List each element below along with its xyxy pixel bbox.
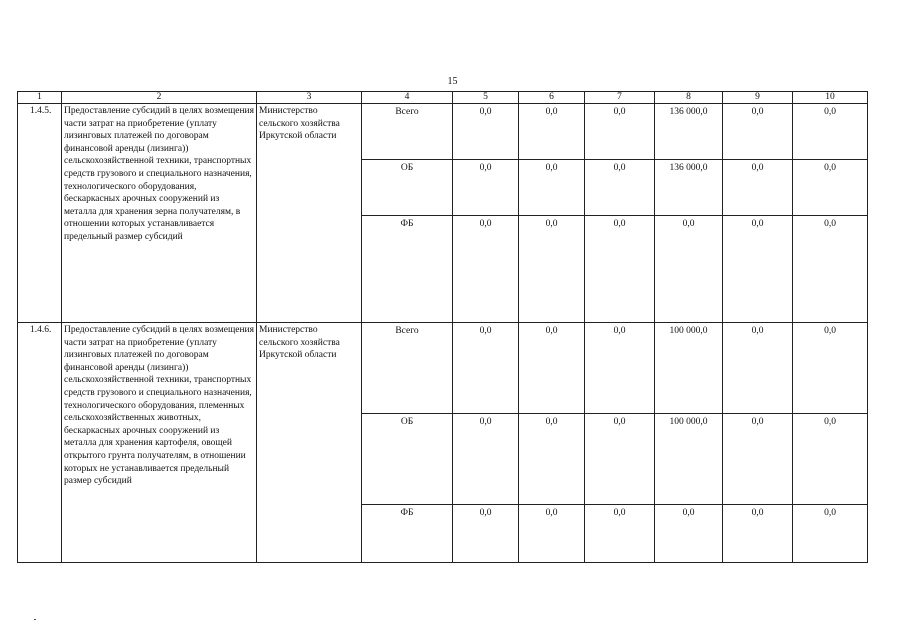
item-name: Предоставление субсидий в целях возмещения части затрат на приобретение (уплату лизинговых платежей по договорам финансовой аренды (лизинга)) сельскохозяйственной техники, транспортных средств грузового и специального назначения, технологического оборудования, племенных сельскохозяйственных животных, бескаркасных арочных сооружений из металла для хранения картофеля, овощей открытого грунта получателям, в отношении которых не устанавливается предельный размер субсидий: [62, 323, 257, 563]
col-header: 8: [655, 92, 723, 104]
col-header: 4: [362, 92, 453, 104]
value-cell: 0,0: [519, 505, 585, 563]
value-cell: 0,0: [585, 414, 655, 505]
value-cell: 0,0: [723, 216, 793, 323]
col-header: 3: [257, 92, 362, 104]
budget-table: [17, 91, 868, 563]
value-cell: 0,0: [519, 160, 585, 216]
value-cell: 0,0: [723, 160, 793, 216]
value-cell: 0,0: [723, 505, 793, 563]
value-cell: 0,0: [519, 323, 585, 414]
value-cell: 0,0: [519, 414, 585, 505]
value-cell: 0,0: [585, 216, 655, 323]
col-header: 7: [585, 92, 655, 104]
value-cell: 0,0: [793, 216, 868, 323]
value-cell: 0,0: [453, 505, 519, 563]
item-number: 1.4.6.: [18, 323, 62, 563]
header-row: [18, 92, 868, 104]
funding-source: ФБ: [362, 505, 453, 563]
value-cell: 0,0: [453, 160, 519, 216]
col-header: 10: [793, 92, 868, 104]
value-cell: 0,0: [453, 104, 519, 160]
page-number: 15: [447, 76, 458, 87]
table-row: [18, 104, 868, 160]
value-cell: 0,0: [793, 323, 868, 414]
value-cell: 0,0: [519, 216, 585, 323]
value-cell: 136 000,0: [655, 104, 723, 160]
funding-source: ОБ: [362, 414, 453, 505]
col-header: 2: [62, 92, 257, 104]
value-cell: 0,0: [453, 414, 519, 505]
value-cell: 0,0: [585, 104, 655, 160]
table-row: [18, 323, 868, 414]
value-cell: 0,0: [453, 216, 519, 323]
funding-source: ФБ: [362, 216, 453, 323]
col-header: 1: [18, 92, 62, 104]
value-cell: 0,0: [519, 104, 585, 160]
value-cell: 0,0: [723, 323, 793, 414]
item-number: 1.4.5.: [18, 104, 62, 323]
item-name: Предоставление субсидий в целях возмещения части затрат на приобретение (уплату лизинговых платежей по договорам финансовой аренды (лизинга)) сельскохозяйственной техники, транспортных средств грузового и специального назначения, технологического оборудования, бескаркасных арочных сооружений из металла для хранения зерна получателям, в отношении которых устанавливается предельный размер субсидий: [62, 104, 257, 323]
value-cell: 0,0: [585, 160, 655, 216]
value-cell: 0,0: [723, 414, 793, 505]
funding-source: Всего: [362, 104, 453, 160]
col-header: 5: [453, 92, 519, 104]
value-cell: 0,0: [793, 505, 868, 563]
value-cell: 0,0: [655, 216, 723, 323]
value-cell: 0,0: [793, 104, 868, 160]
col-header: 6: [519, 92, 585, 104]
value-cell: 0,0: [453, 323, 519, 414]
value-cell: 0,0: [793, 414, 868, 505]
item-executor: Министерство сельского хозяйства Иркутской области: [257, 104, 362, 323]
value-cell: 0,0: [585, 505, 655, 563]
col-header: 9: [723, 92, 793, 104]
value-cell: 0,0: [585, 323, 655, 414]
value-cell: 100 000,0: [655, 323, 723, 414]
value-cell: 0,0: [655, 505, 723, 563]
value-cell: 0,0: [793, 160, 868, 216]
value-cell: 0,0: [723, 104, 793, 160]
funding-source: ОБ: [362, 160, 453, 216]
scan-mark: [34, 619, 36, 620]
funding-source: Всего: [362, 323, 453, 414]
item-executor: Министерство сельского хозяйства Иркутской области: [257, 323, 362, 563]
value-cell: 100 000,0: [655, 414, 723, 505]
value-cell: 136 000,0: [655, 160, 723, 216]
